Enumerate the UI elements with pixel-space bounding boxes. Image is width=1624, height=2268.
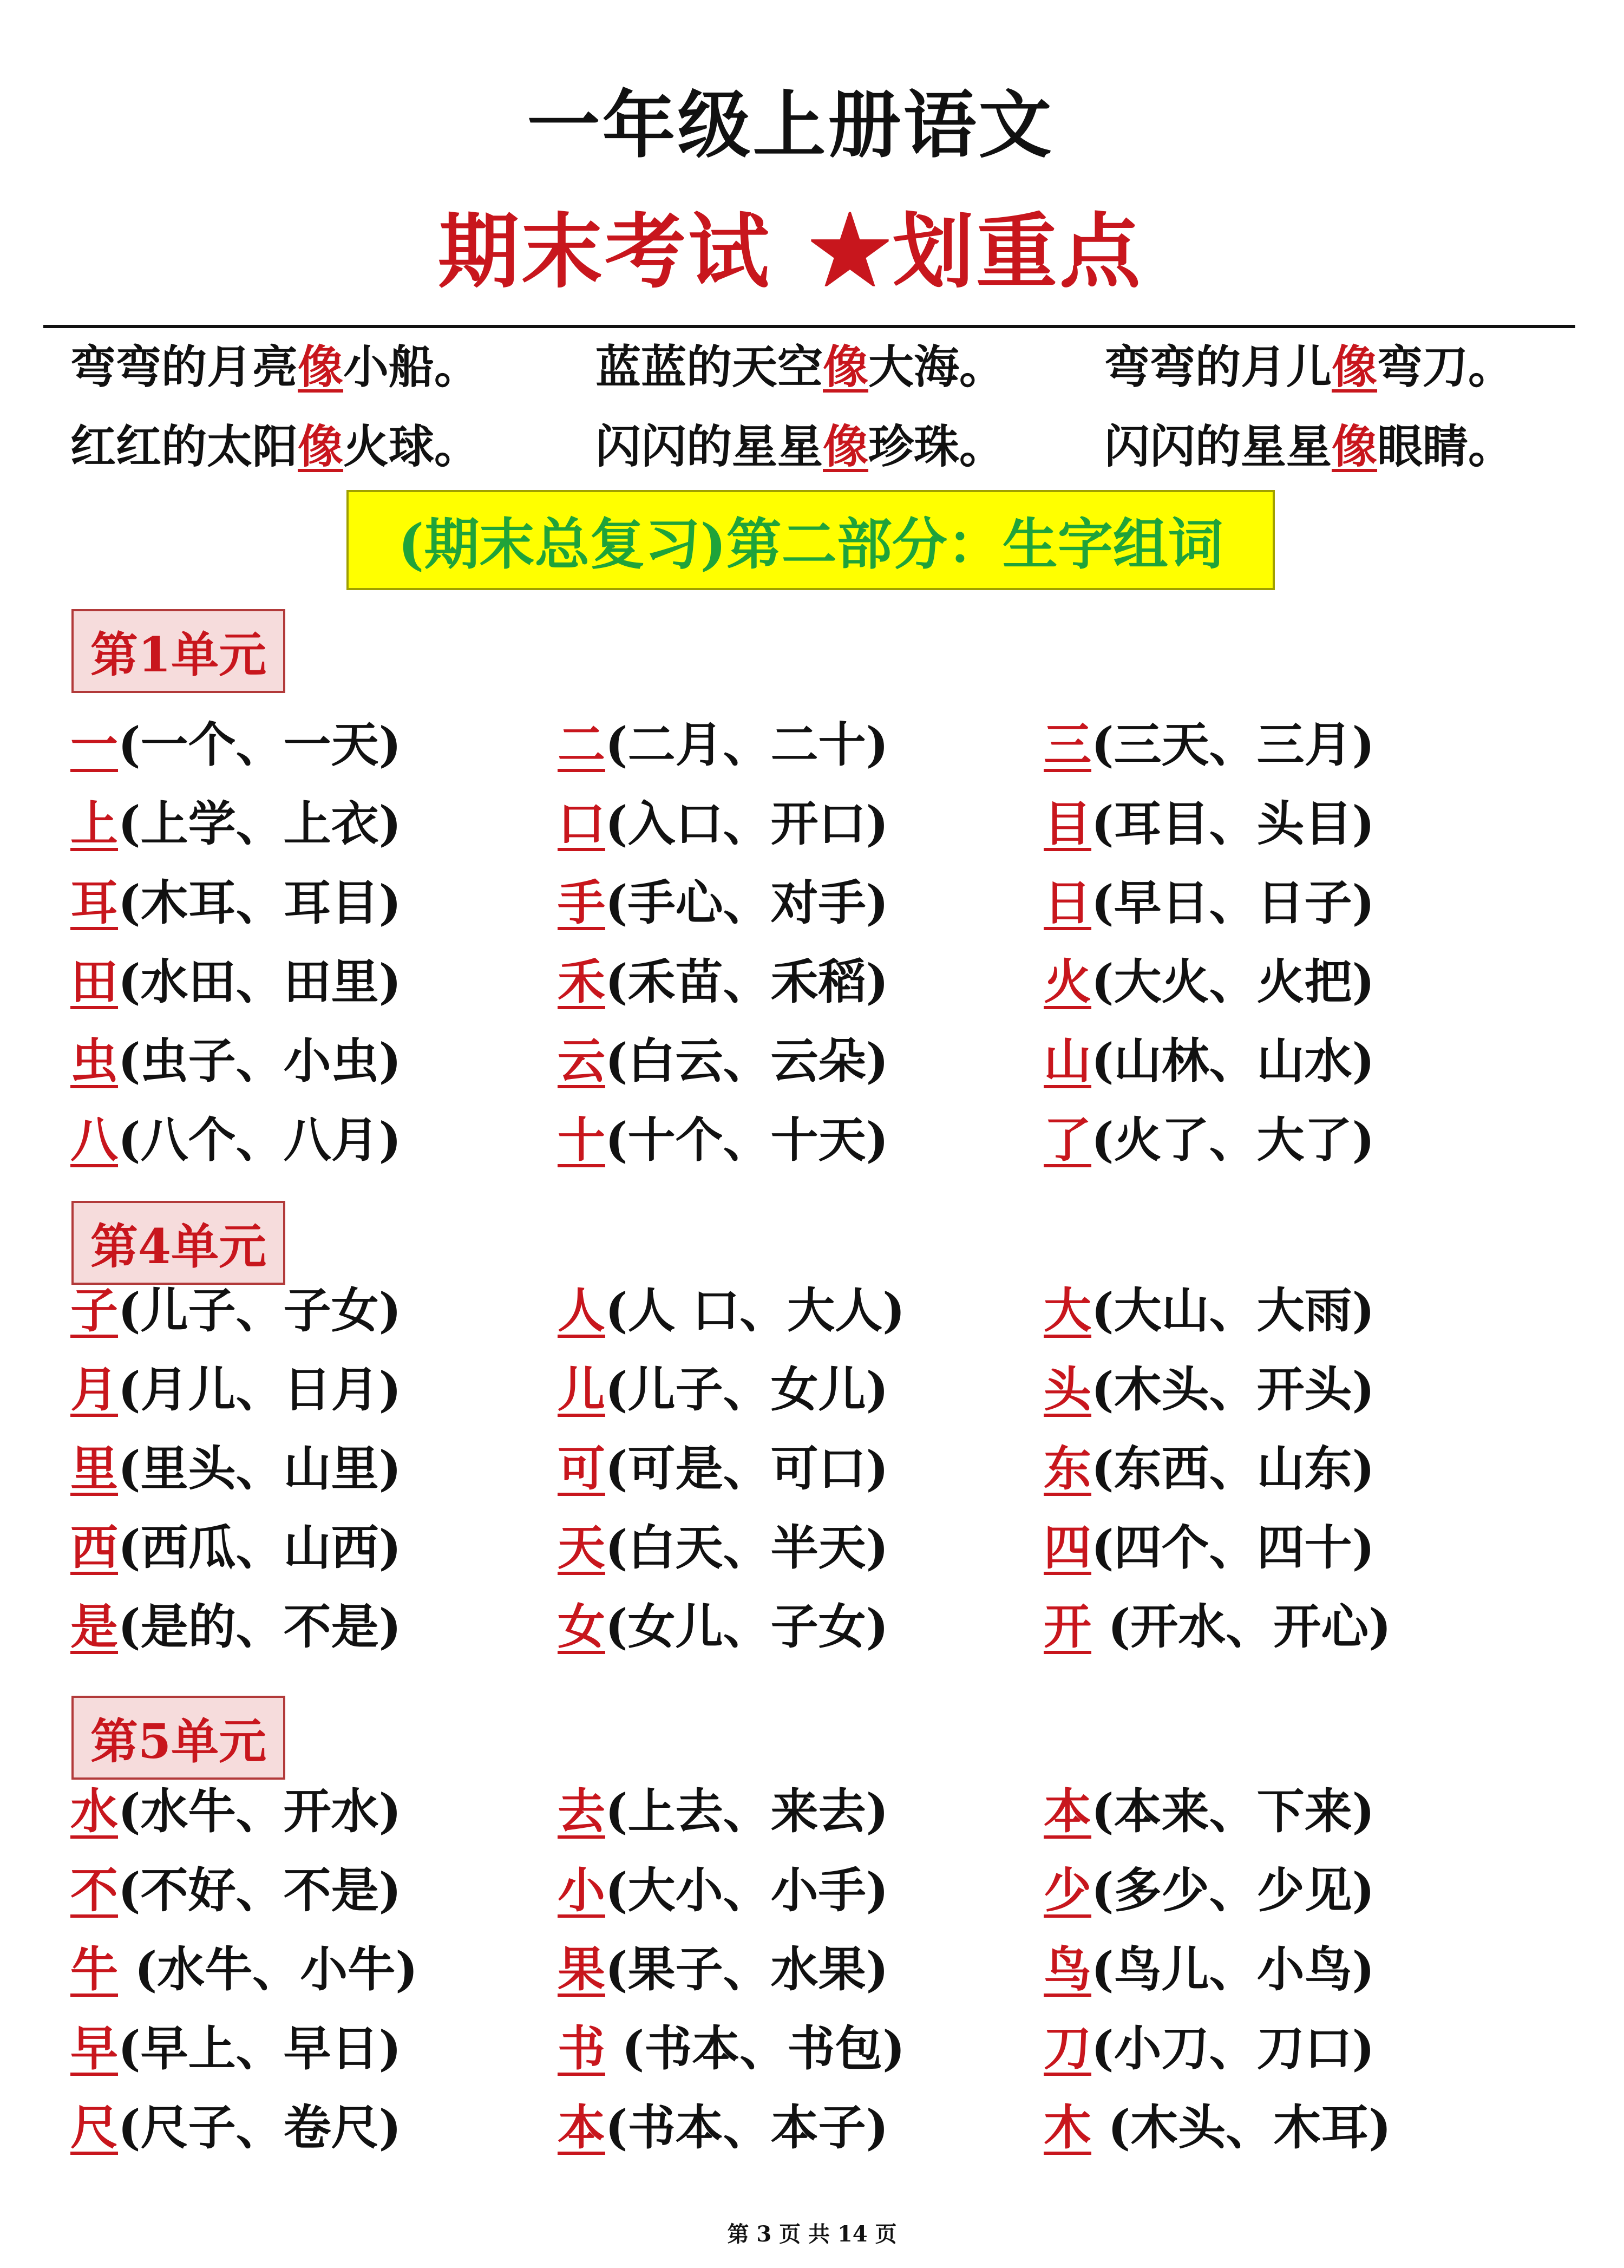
word-examples: (八个、八月) [118,1112,402,1168]
character: 西 [70,1519,119,1576]
character: 是 [70,1598,119,1655]
word-examples: (多少、少见) [1091,1862,1375,1918]
word-row [70,2013,1586,2083]
character: 耳 [70,874,119,931]
simile-keyword: 像 [1332,420,1378,473]
word-examples: (书本、本子) [605,2099,889,2155]
word-examples: (儿子、子女) [118,1282,402,1338]
word-row [70,1591,1586,1662]
word-entry [1044,1934,1374,2004]
word-entry [558,1934,888,2004]
simile-subject: 蓝蓝的天空 [595,340,823,394]
character: 四 [1044,1519,1092,1576]
simile-object: 眼睛。 [1377,420,1514,473]
word-row [70,2092,1586,2162]
word-entry [558,1275,905,1345]
word-entry [1044,788,1374,859]
word-entry [1044,946,1374,1017]
character: 牛 [70,1941,119,1997]
word-entry [1044,1104,1374,1175]
character: 三 [1044,716,1092,773]
word-entry [70,1934,418,2004]
character: 头 [1044,1361,1092,1417]
character: 上 [70,795,119,852]
word-entry [1044,2092,1391,2162]
word-examples: (山林、山水) [1091,1032,1375,1089]
character: 日 [1044,874,1092,931]
character: 目 [1044,795,1092,852]
word-examples: (开水、开心) [1091,1598,1391,1655]
simile-row [70,414,1586,479]
word-examples: (白云、云朵) [605,1032,889,1089]
character: 手 [558,874,606,931]
word-examples: (四个、四十) [1091,1519,1375,1576]
simile-subject: 弯弯的月儿 [1104,340,1332,394]
word-examples: (二月、二十) [605,716,889,773]
word-examples: (早上、早日) [118,2020,402,2076]
word-entry [558,1512,888,1583]
word-entry [558,788,888,859]
character: 八 [70,1112,119,1168]
simile-subject: 闪闪的星星 [1104,420,1332,473]
word-examples: (儿子、女儿) [605,1361,889,1417]
word-row [70,946,1586,1017]
word-entry [1044,2013,1374,2083]
word-entry [70,2013,401,2083]
simile-keyword: 像 [1332,340,1378,394]
simile-subject: 红红的太阳 [70,420,298,473]
character: 虫 [70,1032,119,1089]
word-examples: (里头、山里) [118,1440,402,1496]
word-examples: (大火、火把) [1091,953,1375,1010]
word-examples: (三天、三月) [1091,716,1375,773]
word-row [70,1104,1586,1175]
word-examples: (十个、十天) [605,1112,889,1168]
character: 口 [558,795,606,852]
word-examples: (虫子、小虫) [118,1032,402,1089]
character: 可 [558,1440,606,1496]
character: 田 [70,953,119,1010]
word-row [70,1855,1586,1925]
character: 云 [558,1032,606,1089]
character: 水 [70,1783,119,1839]
word-entry [1044,1776,1374,1846]
word-examples: (早日、日子) [1091,874,1375,931]
simile-row [70,335,1586,400]
unit-label: 第4单元 [71,1201,285,1285]
word-examples: (上去、来去) [605,1783,889,1839]
word-row [70,1275,1586,1345]
word-row [70,1354,1586,1424]
word-entry [70,788,401,859]
character: 一 [70,716,119,773]
word-entry [1044,1855,1374,1925]
simile-object: 小船。 [343,340,480,394]
word-entry [70,1354,401,1424]
word-entry [1044,1591,1391,1662]
word-row [70,788,1586,859]
word-entry [558,867,888,938]
word-examples: (水牛、小牛) [118,1941,418,1997]
character: 少 [1044,1862,1092,1918]
word-row [70,709,1586,780]
word-entry [1044,1433,1374,1504]
word-entry [558,2013,905,2083]
character: 书 [558,2020,606,2076]
word-examples: (大小、小手) [605,1862,889,1918]
character: 早 [70,2020,119,2076]
character: 尺 [70,2099,119,2155]
word-row [70,1776,1586,1846]
character: 里 [70,1440,119,1496]
word-examples: (东西、山东) [1091,1440,1375,1496]
character: 十 [558,1112,606,1168]
simile-keyword: 像 [823,340,869,394]
word-entry [558,946,888,1017]
word-entry [1044,709,1374,780]
word-examples: (女儿、子女) [605,1598,889,1655]
simile-object: 大海。 [868,340,1005,394]
word-entry [70,946,401,1017]
word-examples: (禾苗、禾稻) [605,953,889,1010]
word-examples: (西瓜、山西) [118,1519,402,1576]
simile-sentence [70,414,480,479]
word-entry [70,1776,401,1846]
word-examples: (不好、不是) [118,1862,402,1918]
word-entry [558,1104,888,1175]
word-entry [558,1433,888,1504]
simile-object: 弯刀。 [1377,340,1514,394]
character: 儿 [558,1361,606,1417]
simile-object: 火球。 [343,420,480,473]
section-banner: (期末总复习)第二部分：生字组词 [346,490,1275,590]
character: 大 [1044,1282,1092,1338]
character: 月 [70,1361,119,1417]
word-entry [70,1275,401,1345]
word-examples: (尺子、卷尺) [118,2099,402,2155]
word-examples: (木头、开头) [1091,1361,1375,1417]
word-entry [70,1512,401,1583]
character: 鸟 [1044,1941,1092,1997]
simile-keyword: 像 [298,340,344,394]
character: 了 [1044,1112,1092,1168]
word-examples: (一个、一天) [118,716,402,773]
word-examples: (鸟儿、小鸟) [1091,1941,1375,1997]
word-entry [70,1591,401,1662]
word-examples: (是的、不是) [118,1598,402,1655]
word-entry [70,1855,401,1925]
word-examples: (大山、大雨) [1091,1282,1375,1338]
character: 开 [1044,1598,1092,1655]
word-entry [1044,1275,1374,1345]
simile-sentence [1104,335,1514,400]
word-examples: (可是、可口) [605,1440,889,1496]
simile-sentence [595,414,1005,479]
character: 刀 [1044,2020,1092,2076]
simile-keyword: 像 [823,420,869,473]
character: 子 [70,1282,119,1338]
word-examples: (人 口、大人) [605,1282,905,1338]
page-footer: 第 3 页 共 14 页 [727,2221,897,2247]
subtitle-left: 期末考试 [437,204,771,299]
word-entry [70,1433,401,1504]
character: 去 [558,1783,606,1839]
subtitle-right: ★划重点 [809,204,1143,299]
word-examples: (木耳、耳目) [118,874,402,931]
unit-label: 第1单元 [71,609,285,693]
word-entry [558,1591,888,1662]
word-examples: (小刀、刀口) [1091,2020,1375,2076]
simile-sentence [1104,414,1514,479]
word-entry [1044,1354,1374,1424]
word-entry [1044,1025,1374,1096]
character: 人 [558,1282,606,1338]
character: 东 [1044,1440,1092,1496]
character: 火 [1044,953,1092,1010]
title-divider [43,325,1575,328]
unit-label: 第5单元 [71,1696,285,1780]
word-examples: (果子、水果) [605,1941,889,1997]
word-entry [558,1776,888,1846]
word-examples: (上学、上衣) [118,795,402,852]
word-entry [70,1104,401,1175]
word-examples: (水田、田里) [118,953,402,1010]
word-examples: (水牛、开水) [118,1783,402,1839]
simile-sentence [70,335,480,400]
character: 女 [558,1598,606,1655]
word-examples: (手心、对手) [605,874,889,931]
word-row [70,1025,1586,1096]
word-entry [70,867,401,938]
word-entry [558,2092,888,2162]
simile-subject: 闪闪的星星 [595,420,823,473]
word-examples: (木头、木耳) [1091,2099,1391,2155]
simile-subject: 弯弯的月亮 [70,340,298,394]
character: 果 [558,1941,606,1997]
character: 山 [1044,1032,1092,1089]
word-row [70,867,1586,938]
word-row [70,1433,1586,1504]
character: 禾 [558,953,606,1010]
simile-object: 珍珠。 [868,420,1005,473]
word-examples: (入口、开口) [605,795,889,852]
page-title: 一年级上册语文 [527,82,1054,168]
word-entry [558,1855,888,1925]
word-row [70,1512,1586,1583]
word-entry [70,1025,401,1096]
page-subtitle [0,203,1581,300]
word-entry [1044,867,1374,938]
character: 天 [558,1519,606,1576]
character: 木 [1044,2099,1092,2155]
word-examples: (白天、半天) [605,1519,889,1576]
word-examples: (本来、下来) [1091,1783,1375,1839]
simile-keyword: 像 [298,420,344,473]
word-examples: (月儿、日月) [118,1361,402,1417]
word-entry [1044,1512,1374,1583]
character: 不 [70,1862,119,1918]
word-entry [558,709,888,780]
character: 本 [558,2099,606,2155]
character: 小 [558,1862,606,1918]
word-row [70,1934,1586,2004]
word-examples: (书本、书包) [605,2020,905,2076]
character: 二 [558,716,606,773]
word-entry [70,2092,401,2162]
word-entry [558,1025,888,1096]
word-entry [70,709,401,780]
simile-sentence [595,335,1005,400]
word-entry [558,1354,888,1424]
word-examples: (耳目、头目) [1091,795,1375,852]
character: 本 [1044,1783,1092,1839]
word-examples: (火了、大了) [1091,1112,1375,1168]
